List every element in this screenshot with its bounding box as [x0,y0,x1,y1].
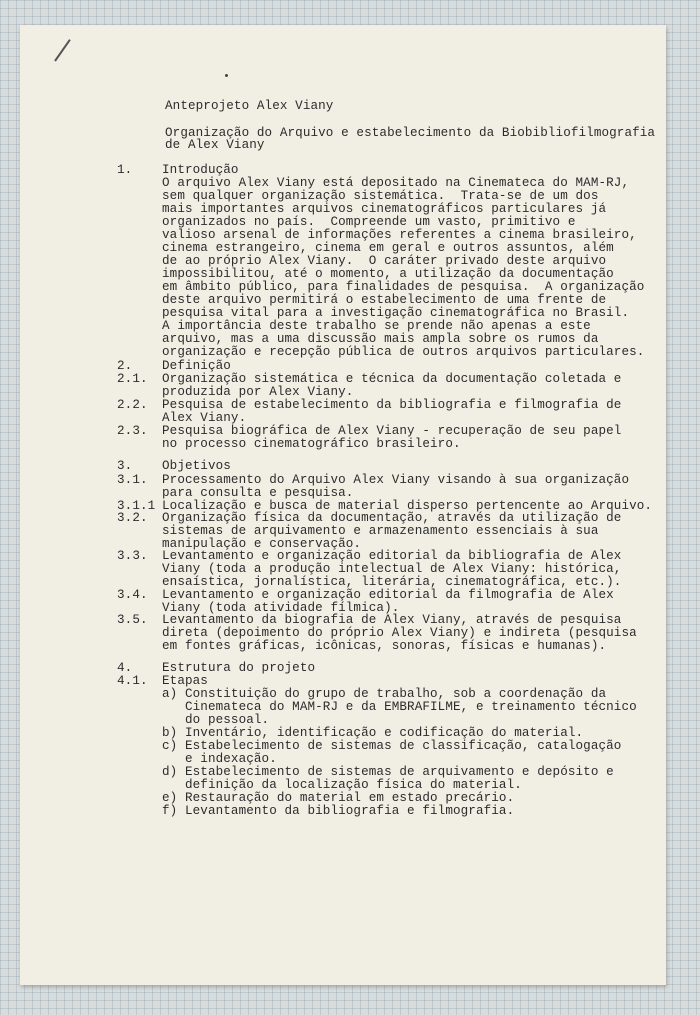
item-line: manipulação e conservação. [162,537,362,551]
document-subtitle-line: Organização do Arquivo e estabelecimento da Biobibliofilmografia [165,126,656,140]
step-line: e indexação. [162,752,277,766]
paragraph-line: organização e recepção pública de outros arquivos particulares. [162,345,645,359]
item-line: Alex Viany. [162,411,247,425]
item-number: 3.2. [117,511,148,525]
paragraph-line: A importância deste trabalho se prende não apenas a este [162,319,591,333]
item-number: 3.1. [117,473,148,487]
document-title: Anteprojeto Alex Viany [165,99,334,113]
item-line: Localização e busca de material disperso pertencente ao Arquivo. [162,499,653,513]
item-number: 4.1. [117,674,148,688]
item-line: direta (depoimento do próprio Alex Viany) e indireta (pesquisa [162,626,637,640]
document-subtitle-line: de Alex Viany [165,138,265,152]
item-number: 2.2. [117,398,148,412]
item-line: no processo cinematográfico brasileiro. [162,437,461,451]
section-number: 3. [117,459,133,473]
paragraph-line: em âmbito público, para finalidades de pesquisa. A organização [162,280,645,294]
section-number: 4. [117,661,133,675]
item-number: 2.3. [117,424,148,438]
paragraph-line: O arquivo Alex Viany está depositado na Cinemateca do MAM-RJ, [162,176,630,190]
paragraph-line: cinema estrangeiro, cinema em geral e outros assuntos, além [162,241,614,255]
item-line: Levantamento da biografia de Alex Viany, através de pesquisa [162,613,622,627]
paragraph-line: arquivo, mas a uma discussão mais ampla sobre os rumos da [162,332,599,346]
item-line: Organização física da documentação, através da utilização de [162,511,622,525]
paragraph-line: deste arquivo permitirá o estabelecimento de uma frente de [162,293,607,307]
item-number: 3.4. [117,588,148,602]
paragraph-line: sem qualquer organização sistemática. Trata-se de um dos [162,189,599,203]
step-line: f) Levantamento da bibliografia e filmografia. [162,804,515,818]
step-line: definição da localização física do material. [162,778,522,792]
item-line: em fontes gráficas, icônicas, sonoras, físicas e humanas). [162,639,607,653]
step-line: c) Estabelecimento de sistemas de classificação, catalogação [162,739,622,753]
item-line: Viany (toda atividade fílmica). [162,601,400,615]
paragraph-line: de ao próprio Alex Viany. O caráter privado deste arquivo [162,254,607,268]
item-line: para consulta e pesquisa. [162,486,354,500]
item-line: Levantamento e organização editorial da filmografia de Alex [162,588,614,602]
paragraph-line: impossibilitou, até o momento, a utilização da documentação [162,267,614,281]
paragraph-line: valioso arsenal de informações referentes a cinema brasileiro, [162,228,637,242]
item-line: Organização sistemática e técnica da documentação coletada e [162,372,622,386]
step-line: b) Inventário, identificação e codificação do material. [162,726,584,740]
step-line: do pessoal. [162,713,270,727]
paragraph-line: mais importantes arquivos cinematográficos particulares já [162,202,607,216]
item-number: 2.1. [117,372,148,386]
step-line: a) Constituição do grupo de trabalho, sob a coordenação da [162,687,607,701]
section-heading: Objetivos [162,459,231,473]
item-line: ensaística, jornalística, literária, cinematográfica, etc.). [162,575,622,589]
section-heading: Estrutura do projeto [162,661,316,675]
step-line: Cinemateca do MAM-RJ e da EMBRAFILME, e treinamento técnico [162,700,637,714]
paragraph-line: organizados no país. Compreende um vasto, primitivo e [162,215,576,229]
section-number: 2. [117,359,133,373]
item-number: 3.5. [117,613,148,627]
item-number: 3.1.1 [117,499,156,513]
subsection-heading: Etapas [162,674,208,688]
item-line: Pesquisa de estabelecimento da bibliografia e filmografia de [162,398,622,412]
paragraph-line: pesquisa vital para a investigação cinematográfica no Brasil. [162,306,630,320]
item-line: Pesquisa biográfica de Alex Viany - recuperação de seu papel [162,424,622,438]
section-number: 1. [117,163,133,177]
item-line: produzida por Alex Viany. [162,385,354,399]
step-line: d) Estabelecimento de sistemas de arquivamento e depósito e [162,765,614,779]
item-line: Processamento do Arquivo Alex Viany visando à sua organização [162,473,630,487]
section-heading: Introdução [162,163,239,177]
ink-dot-mark [225,74,228,77]
item-line: sistemas de arquivamento e armazenamento essenciais à sua [162,524,599,538]
item-line: Levantamento e organização editorial da bibliografia de Alex [162,549,622,563]
item-line: Viany (toda a produção intelectual de Alex Viany: histórica, [162,562,622,576]
step-line: e) Restauração do material em estado precário. [162,791,515,805]
item-number: 3.3. [117,549,148,563]
section-heading: Definição [162,359,231,373]
